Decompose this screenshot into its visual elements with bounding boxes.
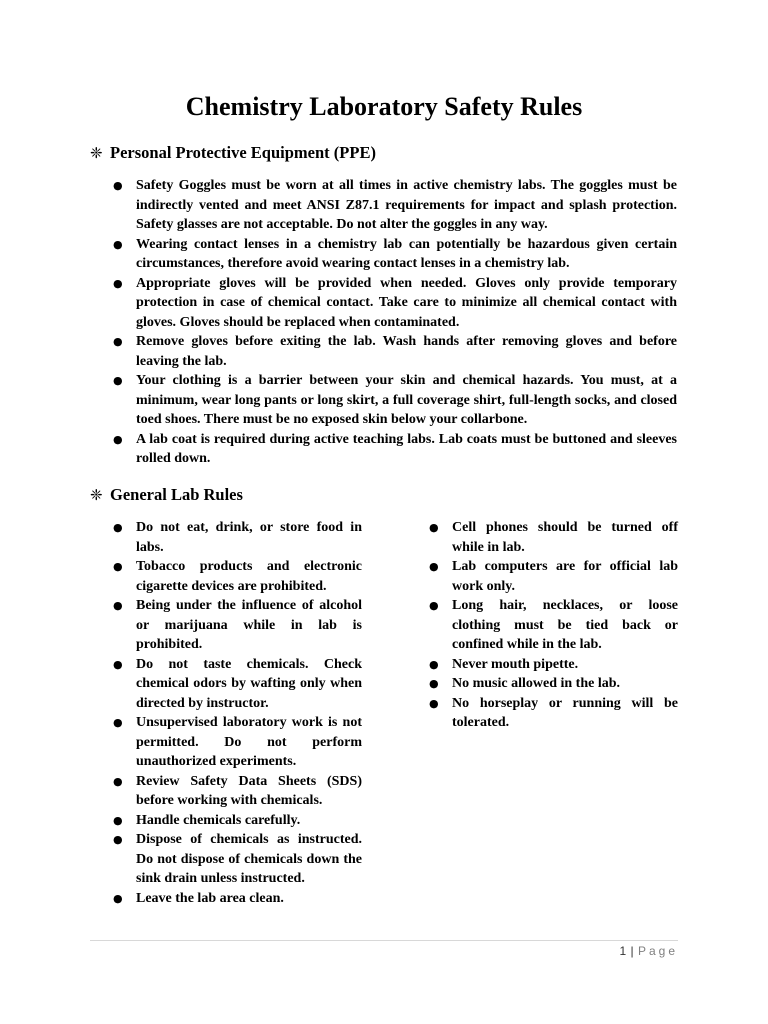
flower-bullet-icon: ❈ — [90, 144, 103, 162]
general-rule-item — [111, 772, 362, 811]
general-rule-item-text: Do not taste chemicals. Check chemical odors by wafting only when directed by instructor. — [136, 656, 362, 711]
general-rule-item-text: Tobacco products and electronic cigarette devices are prohibited. — [136, 559, 362, 594]
bullet-dot-icon: ● — [113, 521, 123, 534]
general-rule-item — [111, 596, 362, 655]
general-rule-item — [111, 655, 362, 714]
bullet-dot-icon: ● — [113, 432, 123, 446]
general-rule-item-text: Cell phones should be turned off while in lab. — [452, 520, 678, 555]
bullet-dot-icon: ● — [429, 560, 439, 573]
general-rule-item-text: No music allowed in the lab. — [452, 676, 621, 691]
general-rule-item — [111, 518, 362, 557]
general-rule-item — [427, 518, 678, 557]
ppe-rule-item — [111, 430, 677, 469]
page-title: Chemistry Laboratory Safety Rules — [185, 92, 583, 121]
general-rule-item-text: Dispose of chemicals as instructed. Do not dispose of chemicals down the sink drain unless instructed. — [136, 832, 362, 886]
general-rules-left-column — [111, 518, 362, 908]
general-rule-item — [427, 655, 678, 675]
general-rule-item — [111, 811, 362, 831]
bullet-dot-icon: ● — [429, 521, 439, 534]
ppe-rules-list — [111, 176, 677, 469]
ppe-rule-item-text: Safety Goggles must be worn at all times in active chemistry labs. The goggles must be indirectly vented and meet ANSI Z87.1 requirements for impact and splash protection. Safety glasses are not acceptable. Do not alter the goggles in any way. — [136, 178, 677, 232]
bullet-dot-icon: ● — [429, 677, 439, 690]
bullet-dot-icon: ● — [429, 599, 439, 612]
general-rules-right-column — [427, 518, 678, 733]
ppe-rule-item — [111, 274, 677, 333]
ppe-rule-item — [111, 371, 677, 430]
bullet-dot-icon: ● — [113, 237, 123, 251]
bullet-dot-icon: ● — [113, 657, 123, 671]
general-rule-item-text: Being under the influence of alcohol or marijuana while in lab is prohibited. — [136, 598, 362, 652]
general-rule-item — [111, 713, 362, 772]
ppe-rule-item-text: Your clothing is a barrier between your skin and chemical hazards. You must, at a minimum, wear long pants or long skirt, a full coverage shirt, full-length socks, and closed toed shoes. There must be no exposed skin below your collarbone. — [136, 373, 677, 427]
ppe-rule-item-text: Appropriate gloves will be provided when needed. Gloves only provide temporary protection in case of chemical contact. Take care to minimize all chemical contact with gloves. Gloves should be replaced when contaminated. — [136, 275, 677, 330]
footer-divider — [90, 940, 678, 941]
ppe-heading-text: Personal Protective Equipment (PPE) — [110, 143, 376, 162]
general-rule-item — [427, 674, 678, 694]
page-number: 1 — [619, 944, 627, 958]
ppe-rule-item-text: A lab coat is required during active teaching labs. Lab coats must be buttoned and sleeves rolled down. — [136, 431, 677, 466]
general-rule-item-text: Lab computers are for official lab work only. — [452, 559, 678, 594]
bullet-dot-icon: ● — [429, 696, 439, 710]
bullet-dot-icon: ● — [113, 560, 123, 573]
ppe-rule-item — [111, 176, 677, 235]
ppe-section-heading — [90, 143, 376, 163]
general-rule-item — [111, 830, 362, 889]
general-rule-item-text: Unsupervised laboratory work is not permitted. Do not perform unauthorized experiments. — [136, 715, 362, 769]
general-rule-item — [111, 889, 362, 909]
general-rule-item — [111, 557, 362, 596]
bullet-dot-icon: ● — [113, 813, 123, 827]
bullet-dot-icon: ● — [113, 179, 123, 192]
general-rule-item-text: Leave the lab area clean. — [136, 890, 284, 906]
general-rule-item-text: Long hair, necklaces, or loose clothing must be tied back or confined while in the lab. — [452, 598, 678, 652]
page-footer — [619, 944, 678, 958]
bullet-dot-icon: ● — [113, 276, 123, 290]
general-rule-item — [427, 694, 678, 733]
flower-bullet-icon: ❈ — [90, 486, 103, 504]
bullet-dot-icon: ● — [113, 599, 123, 612]
page-separator: | — [630, 944, 635, 958]
general-heading-text: General Lab Rules — [110, 485, 243, 504]
general-rule-item — [427, 596, 678, 655]
bullet-dot-icon: ● — [113, 374, 123, 387]
bullet-dot-icon: ● — [113, 891, 123, 905]
general-rule-item — [427, 557, 678, 596]
ppe-rule-item-text: Wearing contact lenses in a chemistry lab can potentially be hazardous given certain circumstances, therefore avoid wearing contact lenses in a chemistry lab. — [136, 236, 677, 271]
ppe-rule-item — [111, 332, 677, 371]
bullet-dot-icon: ● — [113, 716, 123, 729]
general-section-heading — [90, 485, 243, 505]
ppe-rule-item-text: Remove gloves before exiting the lab. Wash hands after removing gloves and before leaving the lab. — [136, 334, 677, 369]
bullet-dot-icon: ● — [113, 335, 123, 348]
bullet-dot-icon: ● — [113, 833, 123, 846]
general-rule-item-text: No horseplay or running will be tolerated. — [452, 695, 678, 730]
page-label: Page — [637, 944, 678, 958]
general-rule-item-text: Do not eat, drink, or store food in labs. — [136, 520, 362, 555]
bullet-dot-icon: ● — [113, 774, 123, 788]
general-rule-item-text: Handle chemicals carefully. — [136, 812, 301, 828]
general-rule-item-text: Review Safety Data Sheets (SDS) before working with chemicals. — [136, 773, 362, 808]
ppe-rule-item — [111, 235, 677, 274]
general-rule-item-text: Never mouth pipette. — [452, 656, 579, 672]
bullet-dot-icon: ● — [429, 657, 439, 671]
